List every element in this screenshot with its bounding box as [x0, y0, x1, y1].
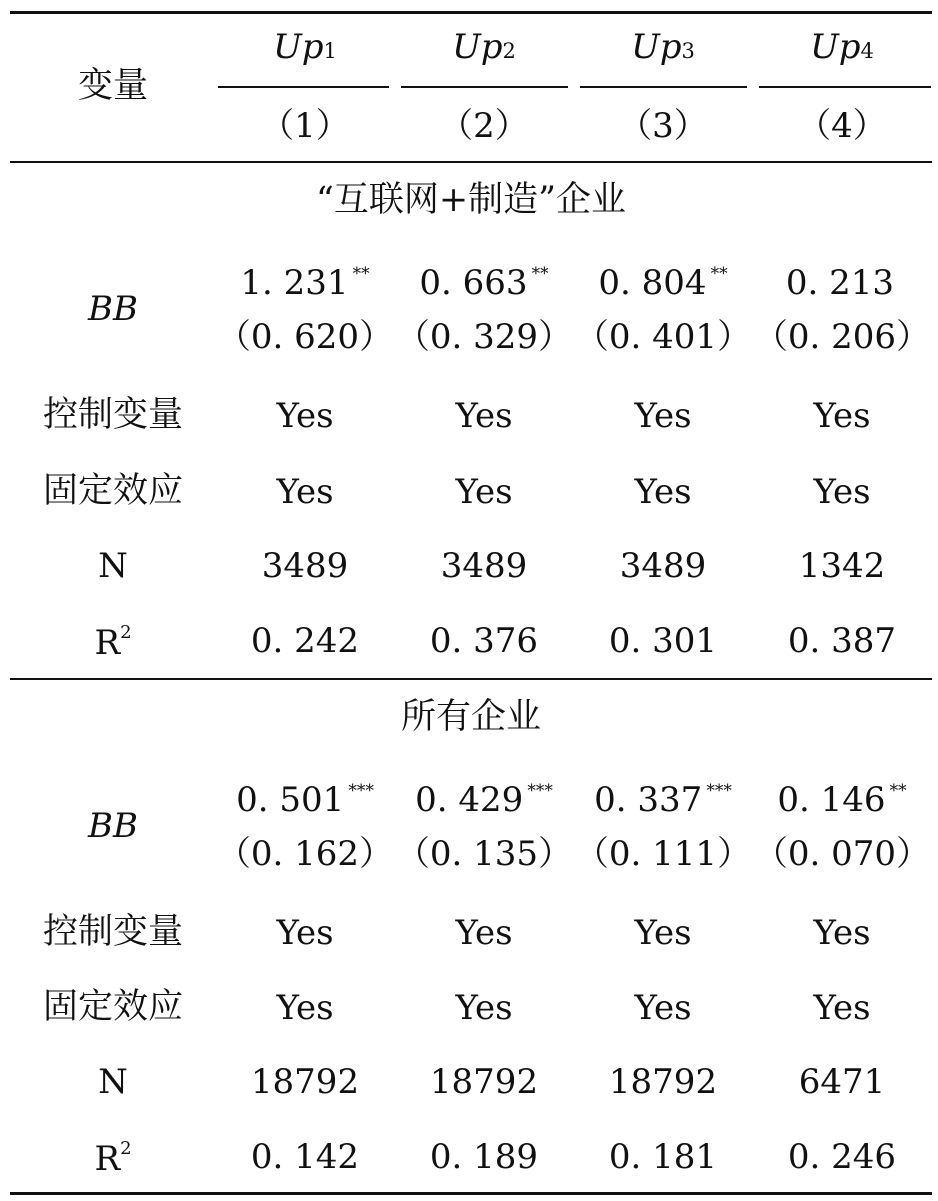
se-cell: （0. 111）: [574, 834, 752, 874]
column-header-2: Up2: [452, 27, 516, 67]
se-cell: （0. 206）: [753, 317, 931, 357]
coef-cell: 1. 231 **: [240, 263, 370, 303]
coef-cell: 0. 429 ***: [415, 780, 553, 820]
controls-cell: Yes: [276, 396, 334, 436]
header-underline-3: [580, 86, 747, 88]
panel-title: “互联网+制造”企业: [315, 180, 627, 220]
bottom-rule: [10, 1192, 932, 1195]
se-cell: （0. 162）: [216, 834, 394, 874]
fixed-effects-cell: Yes: [813, 472, 871, 512]
fixed-effects-cell: Yes: [813, 988, 871, 1028]
fixed-effects-row-label: 固定效应: [42, 471, 184, 511]
panel-title: 所有企业: [400, 697, 542, 737]
se-cell: （0. 329）: [395, 317, 573, 357]
coef-cell: 0. 146 **: [777, 780, 907, 820]
coef-cell: 0. 804 **: [598, 263, 728, 303]
n-cell: 3489: [261, 546, 349, 586]
bb-row-label: BB: [88, 289, 138, 329]
r2-row-label: $R^2$: [94, 622, 132, 663]
controls-cell: Yes: [276, 913, 334, 953]
n-row-label: N: [98, 1062, 128, 1102]
panel-divider-rule: [10, 678, 932, 680]
r2-cell: 0. 387: [787, 621, 897, 661]
coef-cell: 0. 337 ***: [594, 780, 732, 820]
r2-cell: 0. 242: [250, 621, 360, 661]
column-number-1: （1）: [260, 106, 350, 146]
n-cell: 18792: [429, 1062, 539, 1102]
column-number-3: （3）: [618, 106, 708, 146]
column-header-3: Up3: [631, 27, 695, 67]
controls-cell: Yes: [813, 396, 871, 436]
se-cell: （0. 620）: [216, 317, 394, 357]
coef-cell: 0. 501 ***: [236, 780, 374, 820]
controls-row-label: 控制变量: [42, 912, 184, 952]
header-underline-1: [218, 86, 389, 88]
fixed-effects-cell: Yes: [455, 988, 513, 1028]
variable-header: 变量: [77, 66, 149, 106]
n-cell: 1342: [798, 546, 886, 586]
coef-cell: 0. 213: [785, 263, 895, 303]
se-cell: （0. 070）: [753, 834, 931, 874]
controls-cell: Yes: [813, 913, 871, 953]
n-row-label: N: [98, 546, 128, 586]
column-header-1: Up1: [273, 27, 337, 67]
se-cell: （0. 401）: [574, 317, 752, 357]
r2-cell: 0. 181: [608, 1137, 718, 1177]
r2-row-label: $R^2$: [94, 1138, 132, 1179]
controls-cell: Yes: [634, 396, 692, 436]
column-number-2: （2）: [439, 106, 529, 146]
r2-cell: 0. 246: [787, 1137, 897, 1177]
controls-row-label: 控制变量: [42, 395, 184, 435]
fixed-effects-cell: Yes: [455, 472, 513, 512]
column-header-4: Up4: [810, 27, 874, 67]
fixed-effects-cell: Yes: [634, 472, 692, 512]
fixed-effects-cell: Yes: [276, 988, 334, 1028]
n-cell: 3489: [619, 546, 707, 586]
r2-cell: 0. 301: [608, 621, 718, 661]
r2-cell: 0. 189: [429, 1137, 539, 1177]
r2-cell: 0. 142: [250, 1137, 360, 1177]
n-cell: 6471: [798, 1062, 886, 1102]
fixed-effects-cell: Yes: [634, 988, 692, 1028]
controls-cell: Yes: [634, 913, 692, 953]
n-cell: 3489: [440, 546, 528, 586]
coef-cell: 0. 663 **: [419, 263, 549, 303]
se-cell: （0. 135）: [395, 834, 573, 874]
column-number-4: （4）: [797, 106, 887, 146]
fixed-effects-row-label: 固定效应: [42, 987, 184, 1027]
n-cell: 18792: [608, 1062, 718, 1102]
header-underline-2: [401, 86, 568, 88]
r2-cell: 0. 376: [429, 621, 539, 661]
controls-cell: Yes: [455, 396, 513, 436]
header-bottom-rule: [10, 161, 932, 163]
header-underline-4: [759, 86, 931, 88]
top-rule: [10, 11, 932, 14]
bb-row-label: BB: [88, 806, 138, 846]
controls-cell: Yes: [455, 913, 513, 953]
n-cell: 18792: [250, 1062, 360, 1102]
fixed-effects-cell: Yes: [276, 472, 334, 512]
